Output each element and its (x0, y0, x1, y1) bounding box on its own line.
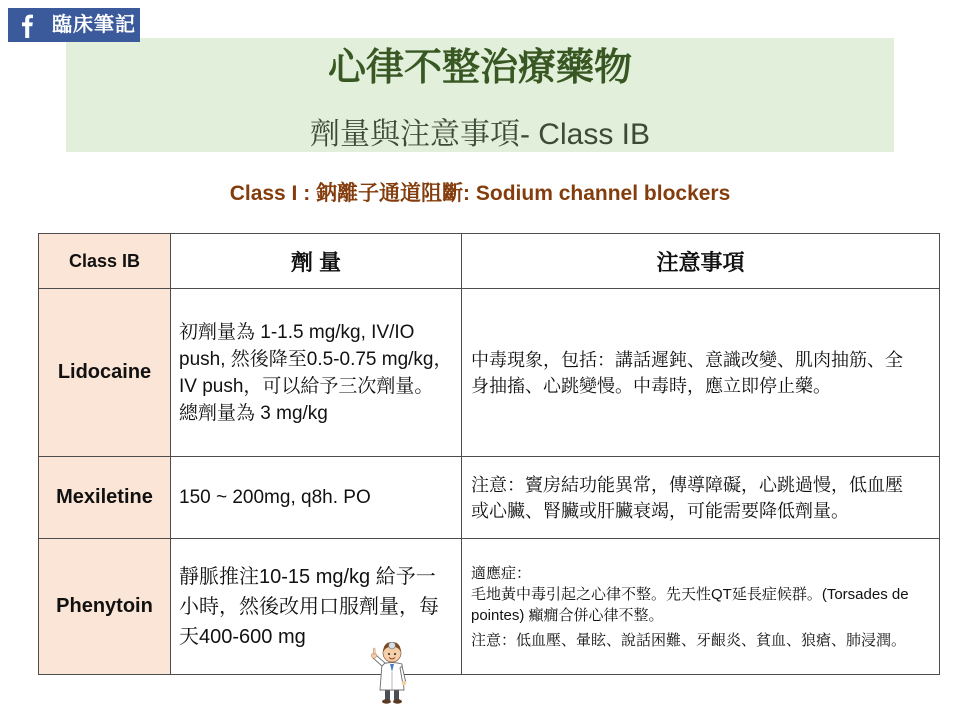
notes-cell (462, 539, 940, 675)
doctor-icon (365, 637, 413, 707)
dose-cell (171, 539, 462, 675)
note-line: 適應症： (471, 564, 532, 582)
dose-line: push, 然後降至0.5-0.75 mg/kg， (179, 348, 453, 370)
dose-line: 小時，然後改用口服劑量，每 (179, 595, 439, 618)
notes-cell (462, 457, 940, 539)
table-row (39, 457, 940, 539)
page-title: 心律不整治療藥物 (327, 47, 632, 89)
note-line: pointes) 癲癇合併心律不整。 (471, 606, 664, 624)
facebook-icon (18, 12, 40, 38)
doctor-right-eye (394, 653, 396, 655)
header-dose: 劑 量 (171, 234, 462, 289)
table-header-row (39, 234, 940, 289)
dose-cell (171, 457, 462, 539)
drug-table (38, 233, 940, 675)
dose-line: IV push，可以給予三次劑量。 (179, 375, 434, 397)
drug-name-cell: Mexiletine (39, 457, 171, 539)
drug-name-cell: Phenytoin (39, 539, 171, 675)
badge-label: 臨床筆記 (52, 14, 136, 36)
page-subtitle: 劑量與注意事項- Class IB (309, 118, 651, 151)
doctor-pointing-finger (373, 648, 375, 655)
dose-line: 靜脈推注10-15 mg/kg 給予一 (179, 565, 436, 588)
dose-line: 150 ~ 200mg, q8h. PO (179, 486, 371, 508)
doctor-lower-hand (402, 681, 407, 686)
table-row (39, 539, 940, 675)
head-mirror-icon (389, 642, 396, 649)
facebook-f-glyph (22, 15, 33, 38)
header-notes: 注意事項 (462, 234, 940, 289)
note-line: 中毒現象，包括：講話遲鈍、意識改變、肌肉抽筋、全 (471, 349, 903, 370)
dose-line: 初劑量為 1-1.5 mg/kg, IV/IO (179, 321, 415, 343)
drug-name-cell: Lidocaine (39, 289, 171, 457)
note-line: 或心臟、腎臟或肝臟衰竭，可能需要降低劑量。 (471, 500, 849, 521)
section-heading: Class I : 鈉離子通道阻斷: Sodium channel blockers (229, 182, 731, 205)
note-line: 注意：低血壓、暈眩、說話困難、牙齦炎、貧血、狼瘡、肺浸潤。 (471, 631, 907, 649)
note-line: 身抽搐、心跳變慢。中毒時，應立即停止藥。 (471, 375, 831, 396)
note-line: 注意：竇房結功能異常，傳導障礙，心跳過慢，低血壓 (471, 474, 903, 495)
doctor-hand (371, 648, 376, 658)
facebook-badge (8, 8, 140, 42)
doctor-right-shoe (393, 699, 402, 703)
dose-line: 總劑量為 3 mg/kg (179, 402, 328, 424)
doctor-left-eye (388, 653, 390, 655)
table-row (39, 289, 940, 457)
note-line: 毛地黃中毒引起之心律不整。先天性QT延長症候群。(Torsades de (471, 585, 909, 603)
dose-line: 天400-600 mg (179, 625, 306, 648)
title-banner (66, 38, 894, 152)
dose-cell (171, 289, 462, 457)
doctor-right-leg (394, 689, 399, 700)
doctor-left-leg (385, 689, 390, 700)
header-class: Class IB (39, 234, 171, 289)
doctor-left-shoe (382, 699, 391, 703)
doctor-head (383, 642, 401, 662)
notes-cell (462, 289, 940, 457)
doctor-legs (382, 689, 402, 704)
